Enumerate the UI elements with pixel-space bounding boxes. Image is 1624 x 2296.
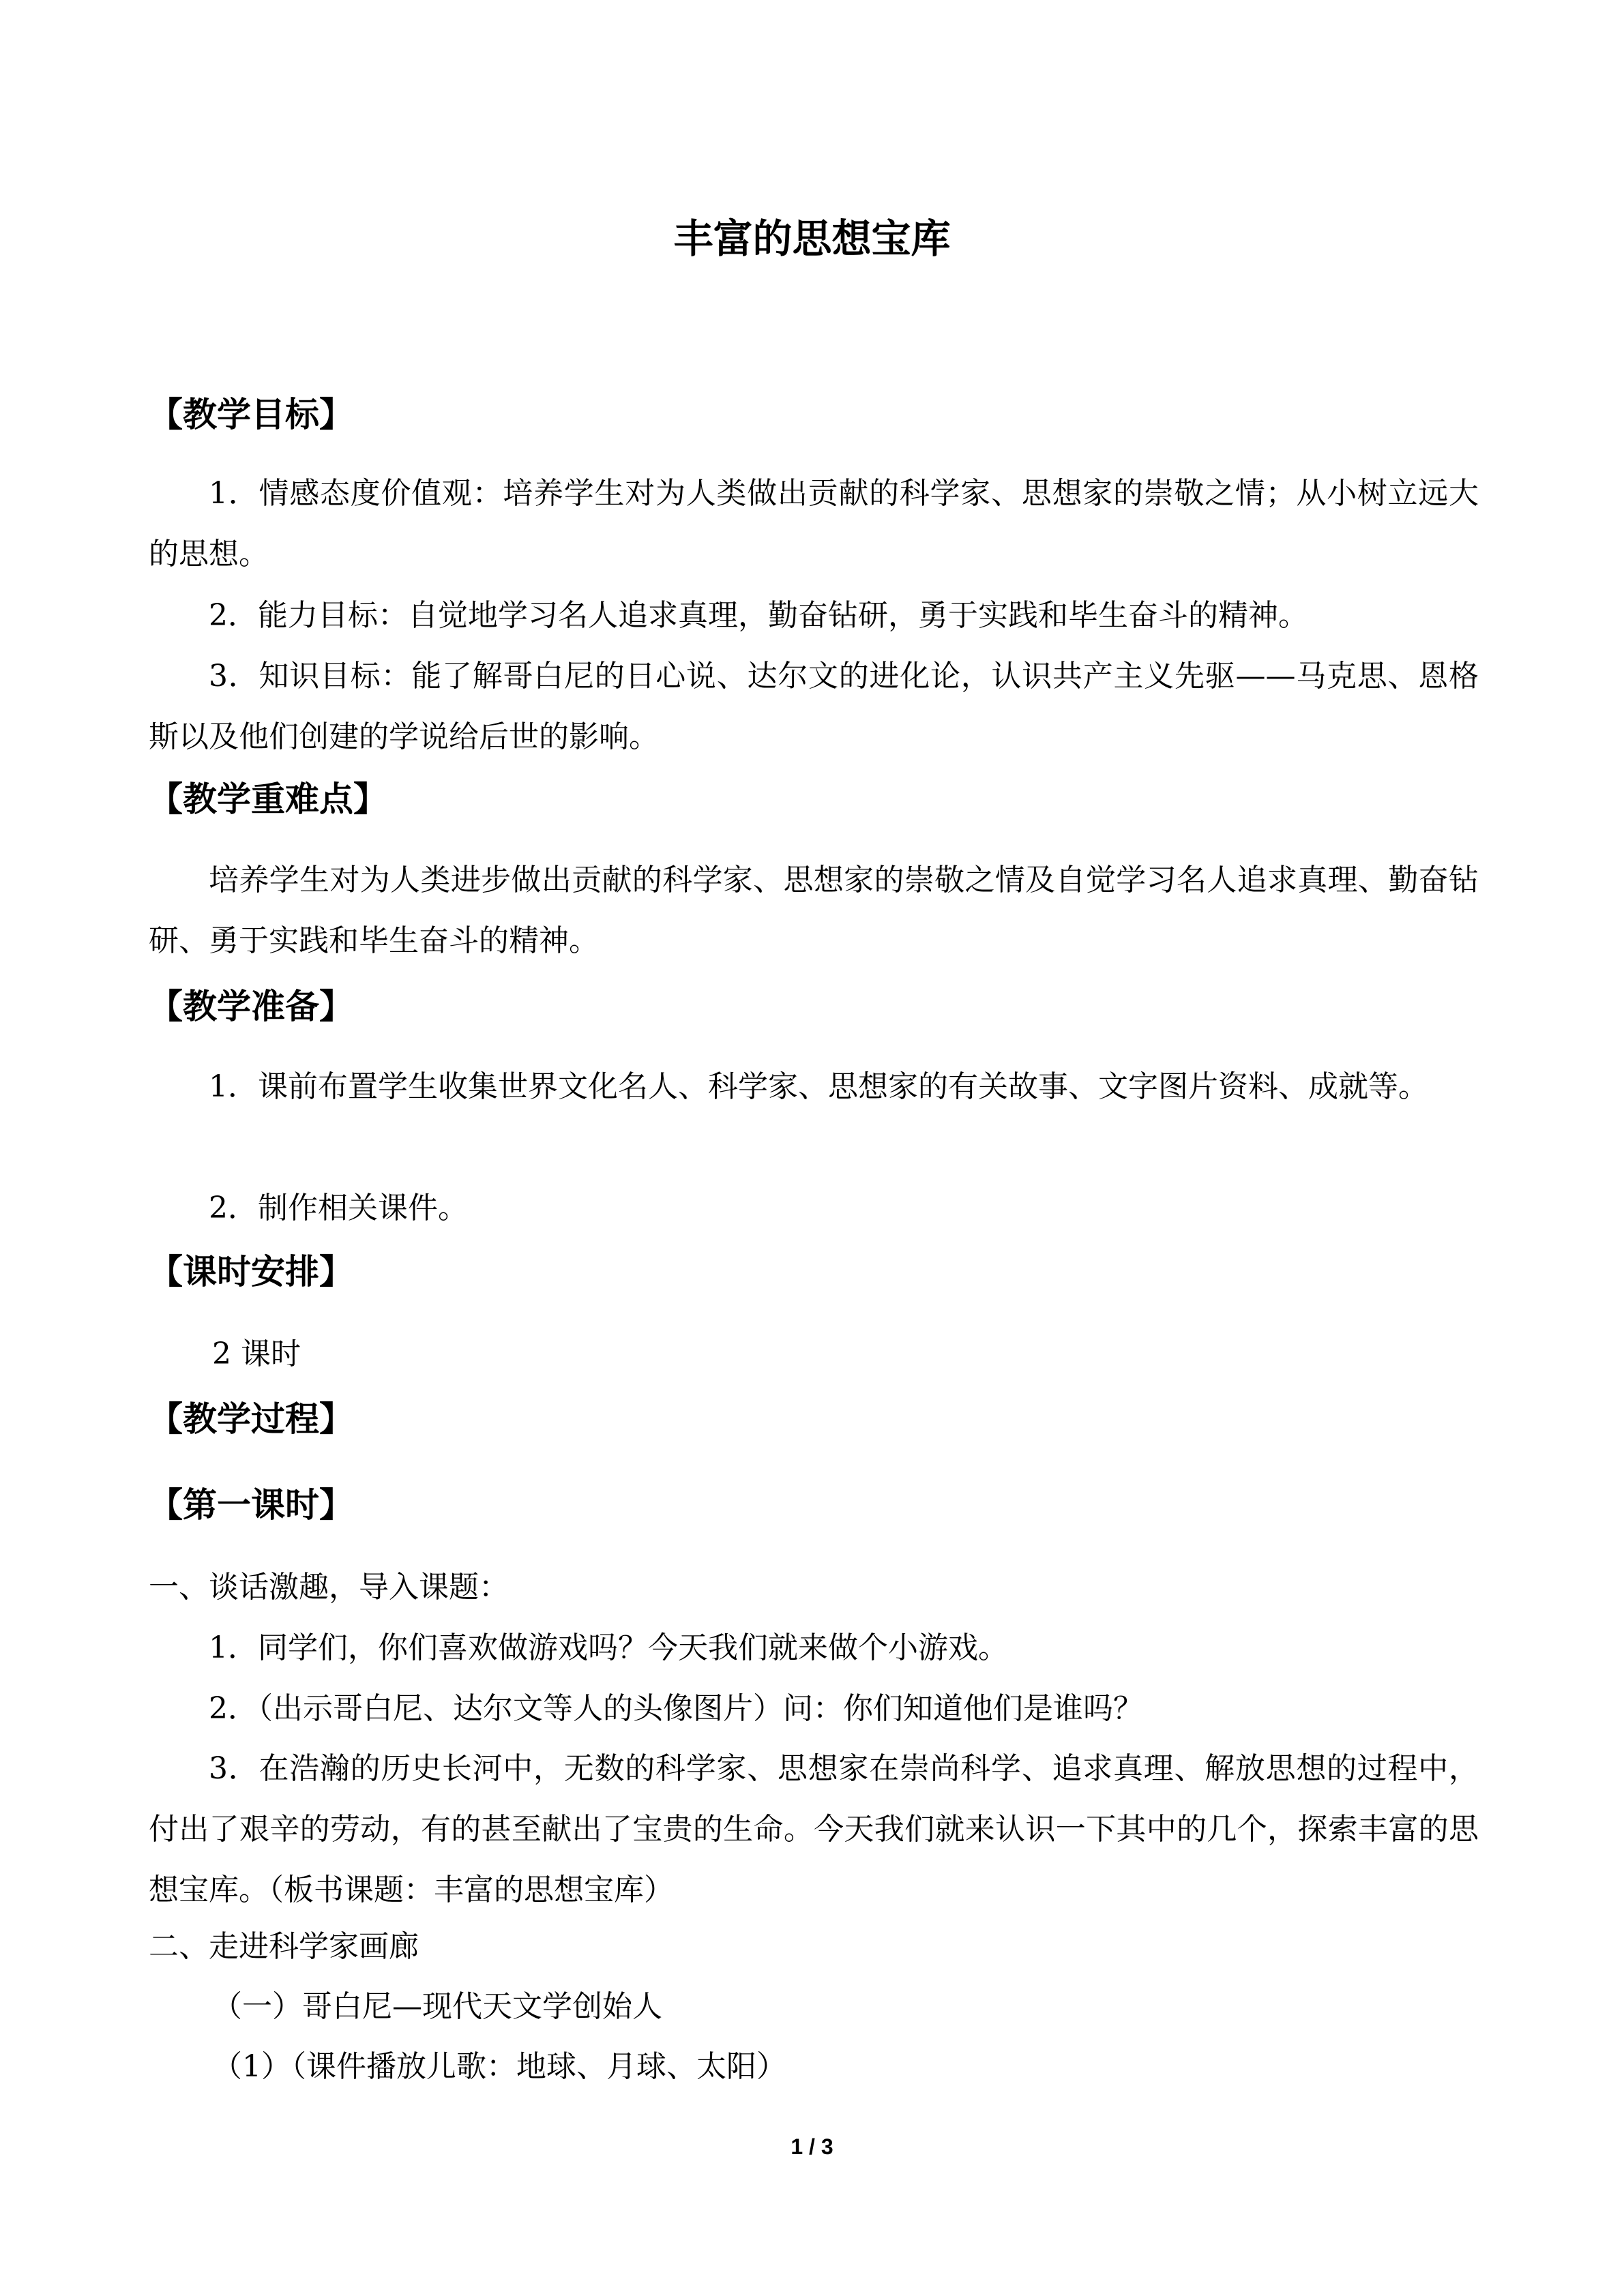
document-title: 丰富的思想宝库 [673, 215, 951, 262]
heading-process: 【教学过程】 [149, 1399, 353, 1439]
heading-lesson-1: 【第一课时】 [149, 1485, 353, 1525]
heading-key-points: 【教学重难点】 [149, 779, 387, 819]
heading-preparation: 【教学准备】 [149, 987, 353, 1026]
preparation-item-1: 1．课前布置学生收集世界文化名人、科学家、思想家的有关故事、文字图片资料、成就等。 [209, 1069, 1428, 1104]
objective-item-3: 3．知识目标：能了解哥白尼的日心说、达尔文的进化论，认识共产主义先驱——马克思、恩格斯以及他们创建的学说给后世的影响。 [149, 659, 1479, 754]
objective-item-2: 2．能力目标：自觉地学习名人追求真理，勤奋钻研，勇于实践和毕生奋斗的精神。 [209, 598, 1308, 633]
page-indicator: 1 / 3 [791, 2134, 833, 2159]
part1-item-2: 2．（出示哥白尼、达尔文等人的头像图片）问：你们知道他们是谁吗？ [209, 1691, 1143, 1726]
part2-title: 二、走进科学家画廊 [149, 1929, 419, 1964]
preparation-item-2: 2．制作相关课件。 [209, 1191, 468, 1225]
objective-item-1: 1．情感态度价值观：培养学生对为人类做出贡献的科学家、思想家的崇敬之情；从小树立远大的思想。 [149, 476, 1479, 571]
heading-schedule: 【课时安排】 [149, 1252, 353, 1292]
part2-item-1: （1）（课件播放儿歌：地球、月球、太阳） [212, 2049, 786, 2084]
part1-item-3: 3．在浩瀚的历史长河中，无数的科学家、思想家在崇尚科学、追求真理、解放思想的过程中，付出了艰辛的劳动，有的甚至献出了宝贵的生命。今天我们就来认识一下其中的几个，探索丰富的思想宝库。（板书课题：丰富的思想宝库） [149, 1751, 1479, 1907]
heading-objectives: 【教学目标】 [149, 395, 353, 434]
key-points-text: 培养学生对为人类进步做出贡献的科学家、思想家的崇敬之情及自觉学习名人追求真理、勤奋钻研、勇于实践和毕生奋斗的精神。 [149, 863, 1479, 958]
part1-item-1: 1．同学们，你们喜欢做游戏吗？今天我们就来做个小游戏。 [209, 1630, 1008, 1665]
part1-title: 一、谈话激趣，导入课题： [149, 1570, 509, 1605]
schedule-text: 2 课时 [212, 1337, 301, 1371]
part2-subtitle: （一）哥白尼—现代天文学创始人 [212, 1989, 662, 2024]
